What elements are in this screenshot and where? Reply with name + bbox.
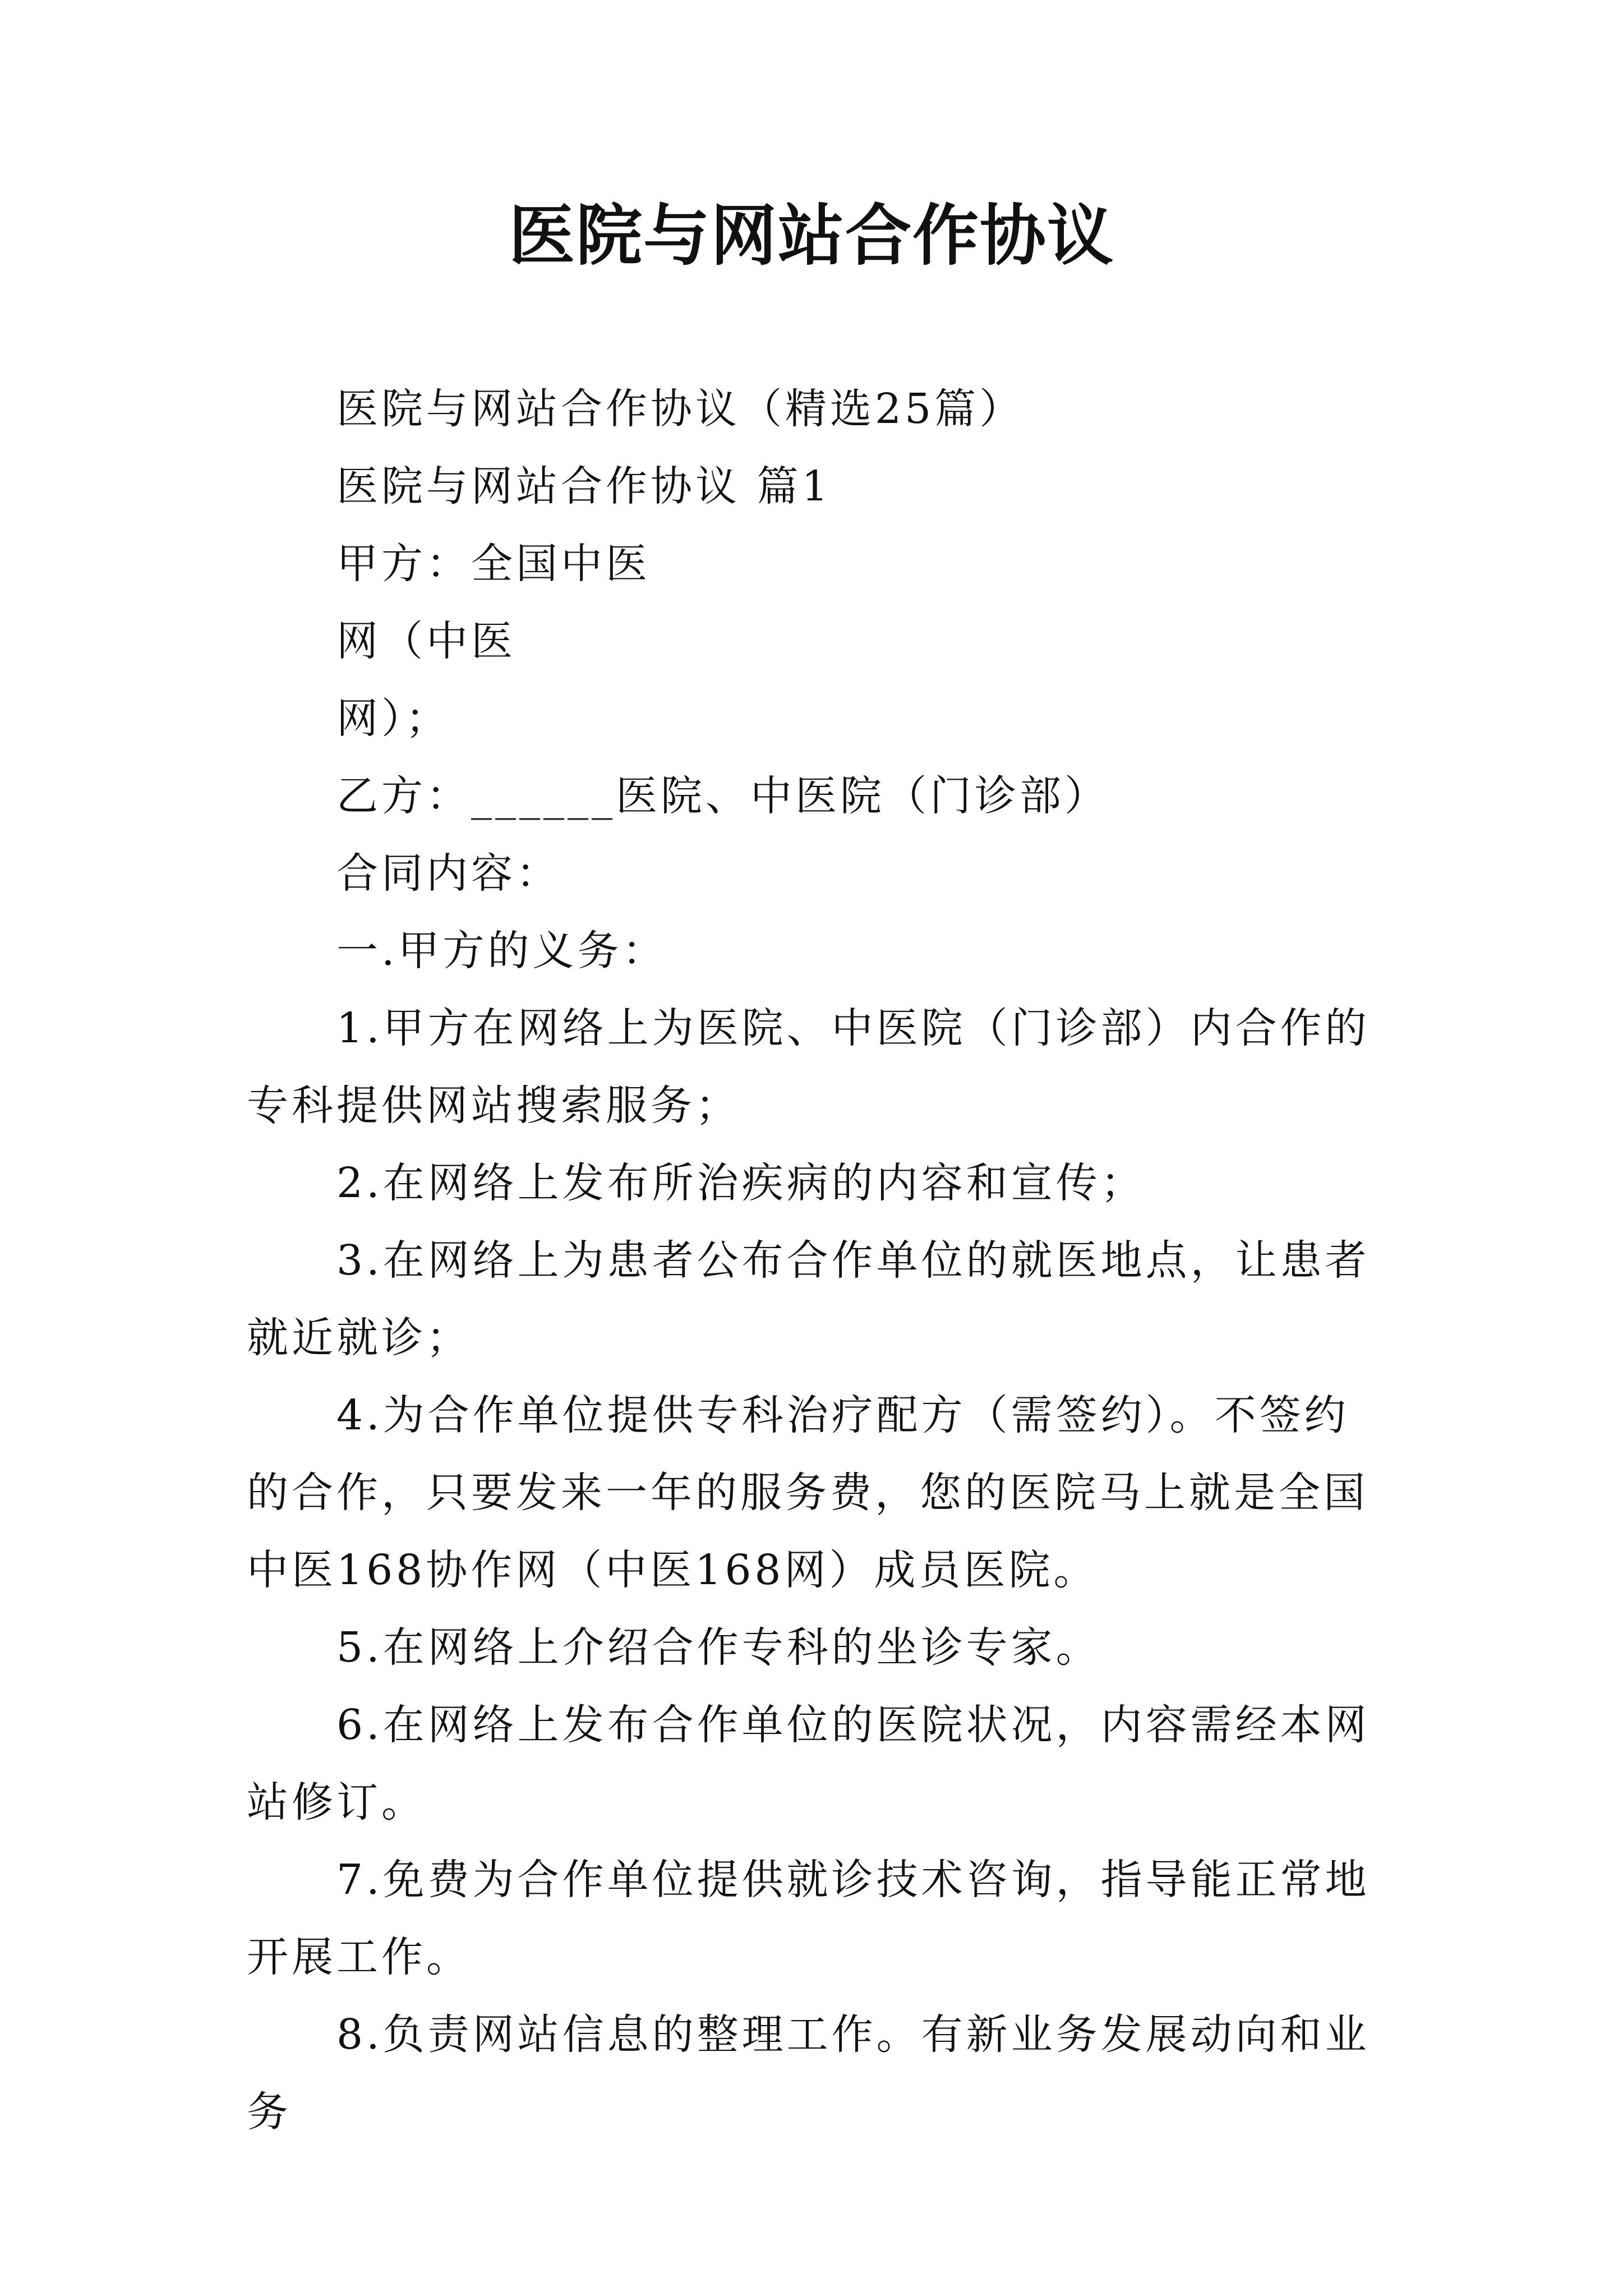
paragraph: 医院与网站合作协议（精选25篇） — [336, 385, 1025, 433]
paragraph: 一.甲方的义务： — [336, 927, 667, 975]
paragraph: 合同内容： — [336, 849, 561, 898]
paragraph: 3.在网络上为患者公布合作单位的就医地点，让患者就近就诊； — [247, 1236, 1370, 1362]
paragraph: 1.甲方在网络上为医院、中医院（门诊部）内合作的专科提供网站搜索服务； — [247, 1004, 1370, 1130]
paragraph: 5.在网络上介绍合作专科的坐诊专家。 — [336, 1623, 1101, 1672]
document-body — [247, 370, 1391, 2151]
document-title: 医院与网站合作协议 — [508, 196, 1114, 274]
paragraph: 医院与网站合作协议 篇1 — [336, 462, 832, 510]
paragraph: 7.免费为合作单位提供就诊技术咨询，指导能正常地开展工作。 — [247, 1856, 1370, 1981]
paragraph: 网（中医 — [336, 617, 516, 665]
paragraph: 2.在网络上发布所治疾病的内容和宣传； — [336, 1159, 1146, 1207]
paragraph: 甲方：全国中医 — [336, 540, 651, 588]
paragraph: 网）； — [336, 694, 450, 743]
paragraph: 乙方：______医院、中医院（门诊部） — [336, 772, 1109, 820]
paragraph: 6.在网络上发布合作单位的医院状况，内容需经本网站修订。 — [247, 1701, 1370, 1826]
paragraph: 8.负责网站信息的整理工作。有新业务发展动向和业务 — [247, 2010, 1370, 2136]
paragraph: 4.为合作单位提供专科治疗配方（需签约）。不签约的合作，只要发来一年的服务费，您的医院马上就是全国中医168协作网（中医168网）成员医院。 — [247, 1391, 1368, 1594]
